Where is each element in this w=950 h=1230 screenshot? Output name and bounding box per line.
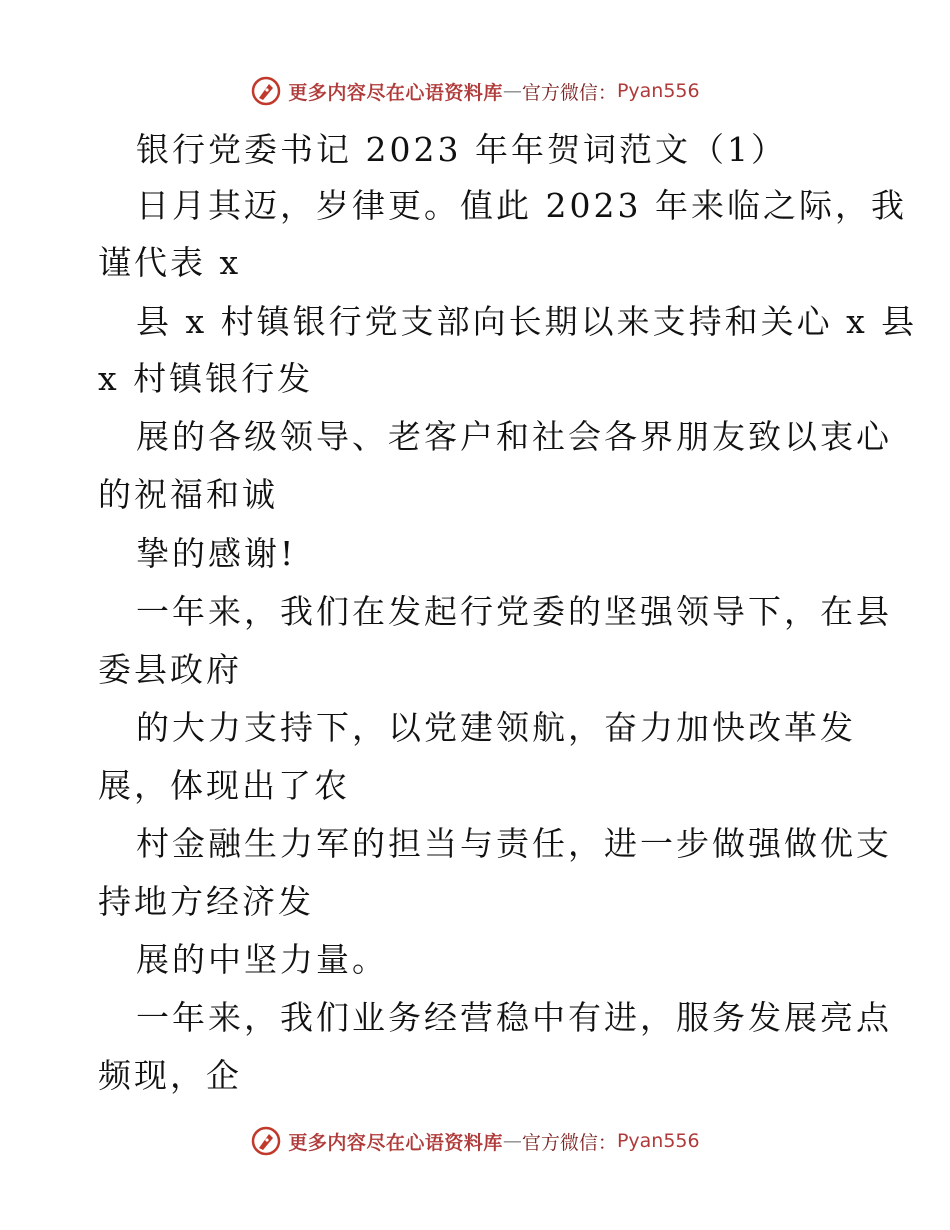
text-line: 展，体现出了农 (98, 766, 350, 805)
text-line: 委县政府 (98, 650, 242, 689)
pen-nib-circle-icon (250, 1125, 282, 1157)
text-line: 的祝福和诚 (98, 475, 278, 514)
text-line: 持地方经济发 (98, 882, 314, 921)
banner-wechat-label: 官方微信： (521, 81, 617, 104)
banner-wechat-id: Pyan556 (616, 1130, 700, 1152)
text-line: 展的中坚力量。 (136, 940, 388, 979)
text-line: 村金融生力军的担当与责任，进一步做强做优支 (136, 824, 892, 863)
text-line: 日月其迈，岁律更。值此 2023 年来临之际，我 (136, 186, 907, 225)
banner-wechat-id: Pyan556 (616, 80, 700, 102)
banner-wechat-label: 官方微信： (521, 1131, 617, 1154)
text-line: 一年来，我们业务经营稳中有进，服务发展亮点 (136, 998, 892, 1037)
footer-watermark (0, 1121, 950, 1161)
text-line: 频现，企 (98, 1056, 242, 1095)
text-line: 一年来，我们在发起行党委的坚强领导下，在县 (136, 592, 892, 631)
document-title: 银行党委书记 2023 年年贺词范文（1） (136, 130, 787, 169)
text-line: 县 x 村镇银行党支部向长期以来支持和关心 x 县 (136, 302, 918, 341)
banner-lead-text: 更多内容尽在心语资料库 (288, 81, 503, 104)
text-line: 挚的感谢! (136, 534, 297, 573)
banner-lead-text: 更多内容尽在心语资料库 (288, 1131, 503, 1154)
banner-separator: — (502, 1130, 522, 1152)
text-line: 谨代表 x (98, 243, 242, 282)
text-line: x 村镇银行发 (98, 359, 314, 398)
header-watermark (0, 71, 950, 111)
text-line: 展的各级领导、老客户和社会各界朋友致以衷心 (136, 417, 892, 456)
pen-nib-circle-icon (250, 75, 282, 107)
text-line: 的大力支持下，以党建领航，奋力加快改革发 (136, 708, 856, 747)
banner-separator: — (502, 80, 522, 102)
